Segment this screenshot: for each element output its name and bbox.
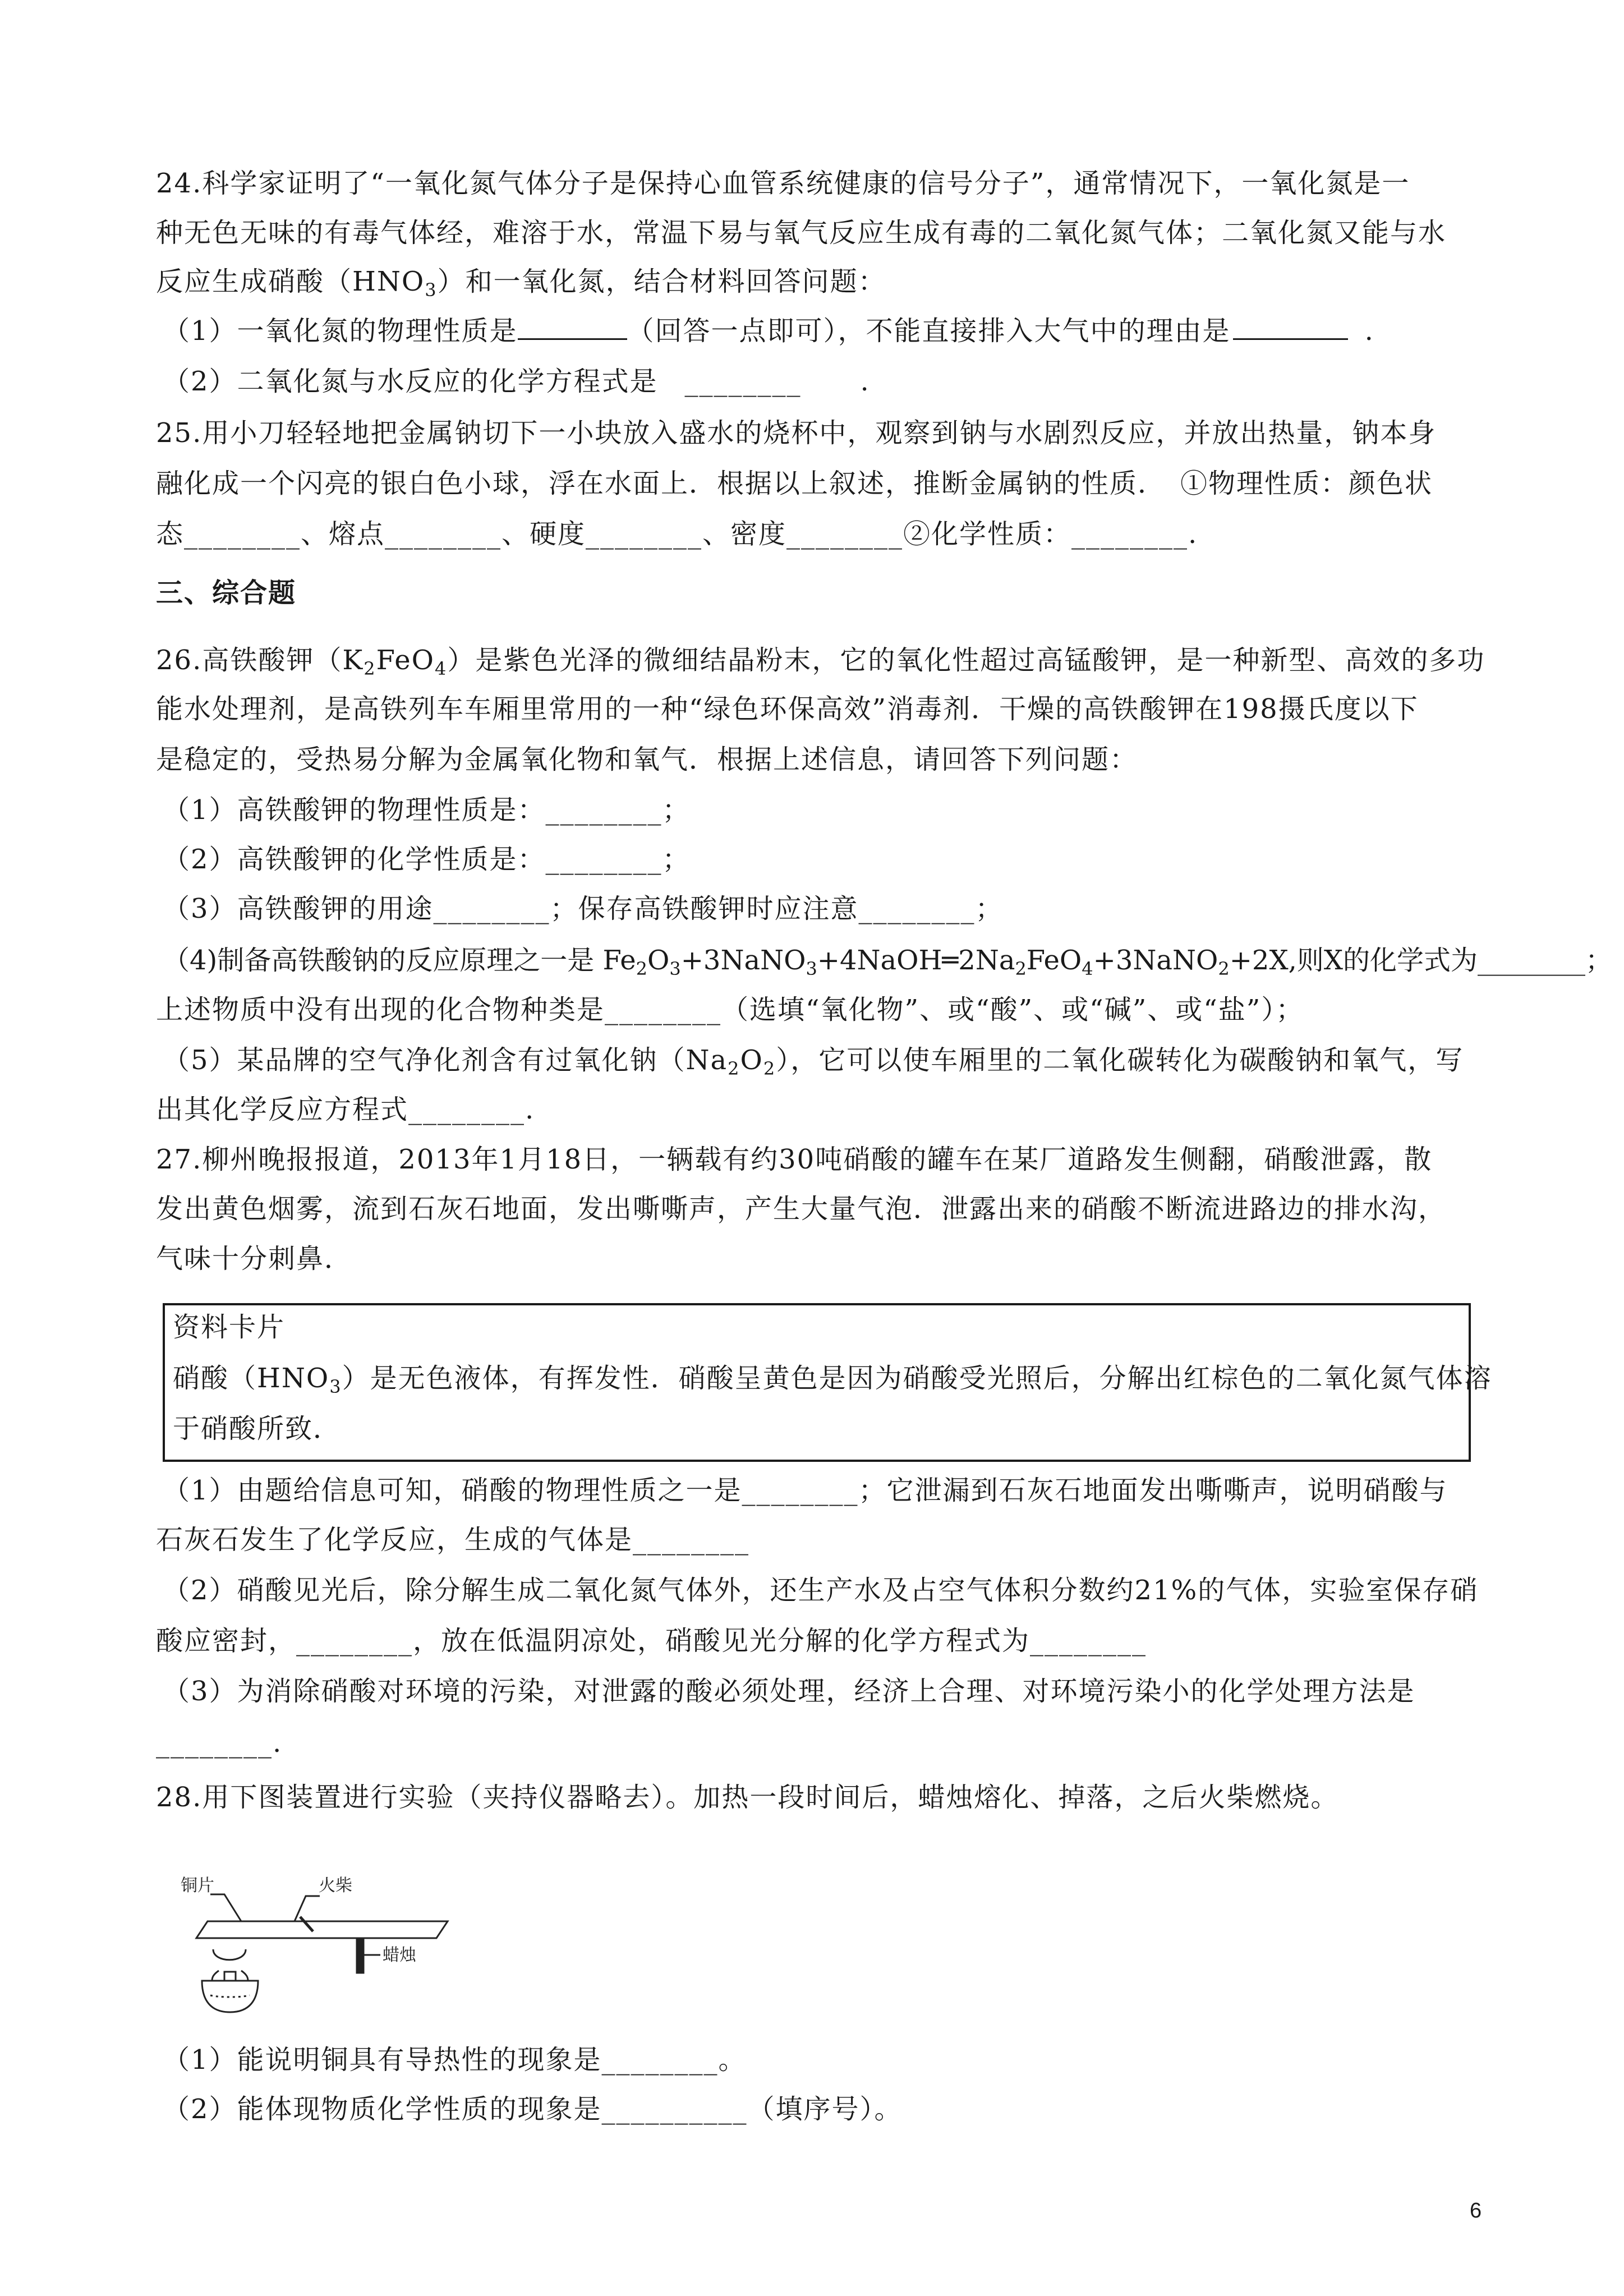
- q24-line-1: 24.科学家证明了“一氧化氮气体分子是保持心血管系统健康的信号分子”，通常情况下，一氧化氮是一: [156, 168, 1410, 199]
- q27-line-2: 发出黄色烟雾，流到石灰石地面，发出嘶嘶声，产生大量气泡．泄露出来的硝酸不断流进路边的排水沟，: [156, 1193, 1447, 1225]
- q25-line-3: 态________、熔点________、硬度________、密度________②化学性质：________.: [156, 518, 1198, 550]
- q25-line-1: 25.用小刀轻轻地把金属钠切下一小块放入盛水的烧杯中，观察到钠与水剧烈反应，并放出热量，钠本身: [156, 417, 1437, 449]
- q26-part-4-line-2: 上述物质中没有出现的化合物种类是________（选填“氧化物”、或“酸”、或“碱”、或“盐”）；: [156, 994, 1304, 1025]
- experiment-apparatus-figure: [180, 1865, 460, 2025]
- q24-part-2: （2）二氧化氮与水反应的化学方程式是 ________ .: [163, 366, 870, 397]
- q27-part-3-line-2: ________.: [156, 1727, 283, 1759]
- card-line-2: 于硝酸所致．: [173, 1413, 342, 1444]
- data-card: [163, 1303, 1492, 1462]
- answer-blank[interactable]: [518, 316, 627, 340]
- q24-part-1: （1）一氧化氮的物理性质是 （回答一点即可），不能直接排入大气中的理由是 .: [163, 315, 1374, 347]
- q26-part-5-line-2: 出其化学反应方程式________.: [156, 1094, 535, 1125]
- answer-blank[interactable]: [1233, 316, 1348, 340]
- q26-part-5: （5）某品牌的空气净化剂含有过氧化钠$(Na_2O_2)$，它可以使车厢里的二氧化碳转化为碳酸钠和氧气，写: [163, 1045, 1464, 1079]
- q24-line-3: 反应生成硝酸$(HNO_3)$和一氧化氮，结合材料回答问题：: [156, 266, 886, 301]
- label-candle: 蜡烛: [383, 1945, 416, 1965]
- q27-line-1: 27.柳州晚报报道，2013年1月18日，一辆载有约30吨硝酸的罐车在某厂道路发生侧翻，硝酸泄露，散: [156, 1144, 1433, 1175]
- q26-part-1: （1）高铁酸钾的物理性质是：________；: [163, 794, 691, 826]
- burner-flame: [213, 1949, 246, 1960]
- copper-plate: [196, 1921, 448, 1938]
- alcohol-burner: [202, 1981, 258, 2012]
- q25-line-2: 融化成一个闪亮的银白色小球，浮在水面上．根据以上叙述，推断金属钠的性质． ①物理性质：颜色状: [156, 468, 1433, 499]
- label-copper: 铜片: [181, 1876, 214, 1895]
- page-number: 6: [1470, 2199, 1482, 2223]
- q26-line-1: 26.高铁酸钾$(K_2FeO_4)$是紫色光泽的微细结晶粉末，它的氧化性超过高锰酸钾，是一种新型、高效的多功: [156, 645, 1485, 679]
- q26-part-2: （2）高铁酸钾的化学性质是：________；: [163, 844, 691, 875]
- card-line-1: 硝酸$(HNO_3)$是无色液体，有挥发性．硝酸呈黄色是因为硝酸受光照后，分解出红棕色的二氧化氮气体溶: [173, 1363, 1492, 1397]
- q26-line-2: 能水处理剂，是高铁列车车厢里常用的一种“绿色环保高效”消毒剂．干燥的高铁酸钾在198摄氏度以下: [156, 693, 1419, 725]
- q27-part-1: （1）由题给信息可知，硝酸的物理性质之一是________；它泄漏到石灰石地面发出嘶嘶声，说明硝酸与: [163, 1475, 1448, 1506]
- q27-line-3: 气味十分刺鼻．: [156, 1243, 353, 1274]
- q27-part-3: （3）为消除硝酸对环境的污染，对泄露的酸必须处理，经济上合理、对环境污染小的化学处理方法是: [163, 1676, 1415, 1707]
- label-match: 火柴: [319, 1876, 352, 1895]
- q28-part-2: （2）能体现物质化学性质的现象是__________（填序号）。: [163, 2093, 903, 2125]
- q27-part-2-line-2: 酸应密封，________，放在低温阴凉处，硝酸见光分解的化学方程式为________: [156, 1625, 1147, 1657]
- card-title: 资料卡片: [173, 1312, 286, 1343]
- q24-line-2: 种无色无味的有毒气体经，难溶于水，常温下易与氧气反应生成有毒的二氧化氮气体；二氧化氮又能与水: [156, 217, 1447, 249]
- q27-part-2: （2）硝酸见光后，除分解生成二氧化氮气体外，还生产水及占空气体积分数约21%的气体，实验室保存硝: [163, 1575, 1479, 1606]
- q26-part-3: （3）高铁酸钾的用途________；保存高铁酸钾时应注意________；: [163, 893, 1004, 924]
- q26-part-4: （4)制备高铁酸钠的反应原理之一是 $Fe_2O_3+3NaNO_3+4NaOH═2Na_2FeO_4+3NaNO_2+2X$,则X的化学式为________；: [163, 945, 1613, 979]
- q28-part-1: （1）能说明铜具有导热性的现象是________。: [163, 2044, 747, 2076]
- q28-line-1: 28.用下图装置进行实验（夹持仪器略去）。加热一段时间后，蜡烛熔化、掉落，之后火柴燃烧。: [156, 1782, 1339, 1813]
- q26-line-3: 是稳定的，受热易分解为金属氧化物和氧气．根据上述信息，请回答下列问题：: [156, 744, 1138, 775]
- candle: [357, 1938, 364, 1973]
- q27-part-1-line-2: 石灰石发生了化学反应，生成的气体是________: [156, 1524, 750, 1556]
- section-heading: 三、综合题: [156, 577, 297, 609]
